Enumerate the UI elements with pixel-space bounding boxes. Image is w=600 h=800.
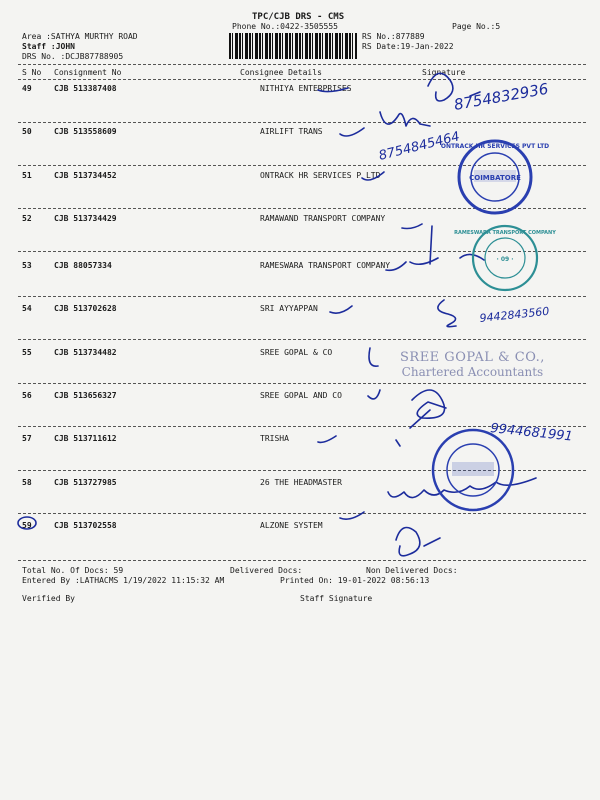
row-consignment: CJB 513558609 (54, 127, 117, 136)
row-consignee: ALZONE SYSTEM (260, 521, 323, 530)
row-consignment: CJB 513734429 (54, 214, 117, 223)
row-consignment: CJB 513702628 (54, 304, 117, 313)
signature-row-56 (410, 390, 446, 428)
row-consignment: CJB 513734452 (54, 171, 117, 180)
phone-number: Phone No.:0422-3505555 (232, 22, 338, 31)
row-consignee: TRISHA (260, 434, 289, 443)
row-consignee: NITHIYA ENTERPRISES (260, 84, 352, 93)
ontrack-city: COIMBATORE (469, 174, 521, 182)
row-sno: 49 (22, 84, 32, 93)
circle-mark-59 (18, 517, 36, 529)
sree-gopal-sub: Chartered Accountants (401, 365, 544, 379)
row-consignment: CJB 513702558 (54, 521, 117, 530)
row-sno: 50 (22, 127, 32, 136)
row-consignee: ONTRACK HR SERVICES P LTD (260, 171, 381, 180)
col-consignment: Consignment No (54, 68, 122, 77)
ontrack-text: ONTRACK HR SERVICES PVT LTD (440, 143, 550, 150)
row-consignee: SREE GOPAL & CO (260, 348, 333, 357)
col-signature: Signature (422, 68, 466, 77)
signature-row-59 (396, 528, 440, 556)
drs-number: DRS No. :DCJB87788905 (22, 52, 124, 61)
signature-row-50 (380, 112, 430, 126)
tick-marks-a (318, 88, 422, 229)
row-sno: 53 (22, 261, 32, 270)
row-consignee: RAMESWARA TRANSPORT COMPANY (260, 261, 391, 270)
rs-number: RS No.:877889 (362, 32, 425, 41)
printed-on: Printed On: 19-01-2022 08:56:13 (280, 576, 430, 585)
staff-signature: Staff Signature (300, 594, 373, 603)
row-sno: 55 (22, 348, 32, 357)
document-title: TPC/CJB DRS - CMS (252, 12, 345, 22)
non-delivered-docs: Non Delivered Docs: (366, 566, 458, 575)
row-sno: 56 (22, 391, 32, 400)
rameswara-stamp (454, 226, 556, 290)
row-consignment: CJB 513727985 (54, 478, 117, 487)
rs-date: RS Date:19-Jan-2022 (362, 42, 454, 51)
area-label: Area :SATHYA MURTHY ROAD (22, 32, 138, 41)
tick-marks-b (318, 306, 380, 442)
row-consignment: CJB 513656327 (54, 391, 117, 400)
verified-by: Verified By (22, 594, 75, 603)
row-consignee: AIRLIFT TRANS (260, 127, 323, 136)
handwritten-phone-2: 8754845464 (377, 129, 462, 164)
svg-text:· 09 ·: · 09 · (496, 256, 514, 263)
handwritten-phone-3: 9442843560 (478, 304, 550, 325)
row-consignee: RAMAWAND TRANSPORT COMPANY (260, 214, 386, 223)
tamil-seal (433, 430, 513, 510)
col-sno: S No (22, 68, 42, 77)
row-sno: 52 (22, 214, 32, 223)
entered-by: Entered By :LATHACMS 1/19/2022 11:15:32 AM (22, 576, 225, 585)
row-sno: 57 (22, 434, 32, 443)
row-consignee: 26 THE HEADMASTER (260, 478, 342, 487)
row-consignment: CJB 513734482 (54, 348, 117, 357)
signature-row-52 (386, 226, 438, 270)
row-sno: 51 (22, 171, 32, 180)
handwritten-phone-1: 8754832936 (452, 79, 550, 114)
row-consignment: CJB 88057334 (54, 261, 112, 270)
row-consignment: CJB 513711612 (54, 434, 117, 443)
signature-row-53 (438, 254, 484, 326)
page-number: Page No.:5 (452, 22, 501, 31)
tick-marks-c (340, 440, 400, 519)
staff-label: Staff :JOHN (22, 42, 75, 51)
col-consignee: Consignee Details (240, 68, 322, 77)
row-sno: 58 (22, 478, 32, 487)
rameswara-text: RAMESWARA TRANSPORT COMPANY (454, 230, 556, 236)
row-sno: 54 (22, 304, 32, 313)
handwritten-phone-4: 9944681991 (489, 421, 574, 445)
sree-gopal-name: SREE GOPAL & CO., (400, 350, 545, 365)
row-consignee: SRI AYYAPPAN (260, 304, 318, 313)
row-consignee: SREE GOPAL AND CO (260, 391, 342, 400)
row-sno: 59 (22, 521, 32, 530)
ontrack-stamp (441, 141, 549, 213)
delivered-docs: Delivered Docs: (230, 566, 303, 575)
total-docs: Total No. Of Docs: 59 (22, 566, 124, 575)
signature-row-58 (388, 478, 536, 498)
row-consignment: CJB 513387408 (54, 84, 117, 93)
